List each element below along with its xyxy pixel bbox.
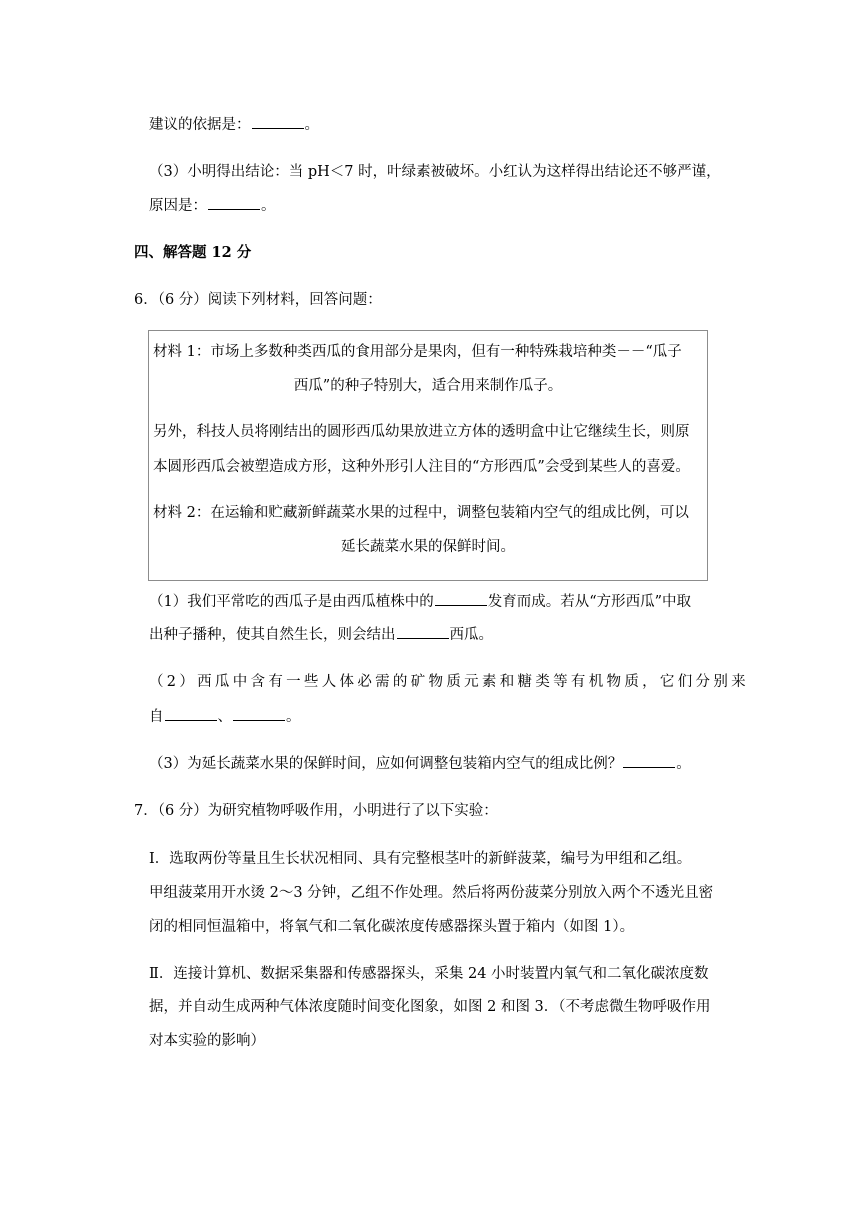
punctuation: 。 — [286, 709, 301, 725]
q6-p1-line1 — [149, 591, 691, 612]
q6-p3-line — [149, 753, 691, 774]
material1b-line1: 另外，科技人员将刚结出的圆形西瓜幼果放进立方体的透明盒中让它继续生长，则原 — [153, 424, 690, 440]
q5-part3-line2 — [149, 195, 276, 216]
q6-p3-text: （3）为延长蔬菜水果的保鲜时间，应如何调整包装箱内空气的组成比例？ — [149, 756, 623, 772]
material1b-line2: 本圆形西瓜会被塑造成方形，这种外形引人注目的“方形西瓜”会受到某些人的喜爱。 — [153, 459, 690, 475]
q7-step2-line3: 对本实验的影响） — [149, 1033, 265, 1049]
q6-p1-text: 发育而成。若从“方形西瓜”中取 — [487, 594, 692, 610]
material1-line2: 西瓜”的种子特别大，适合用来制作瓜子。 — [293, 378, 563, 394]
q7-stem: 7．（6 分）为研究植物呼吸作用，小明进行了以下实验： — [134, 803, 498, 819]
answer-blank[interactable] — [208, 195, 260, 210]
q7-step2-line1: Ⅱ．连接计算机、数据采集器和传感器探头，采集 24 小时装置内氧气和二氧化碳浓度数 — [149, 966, 709, 982]
q7-step1-line3: 闭的相同恒温箱中，将氧气和二氧化碳浓度传感器探头置于箱内（如图 1）。 — [149, 919, 635, 935]
q7-step1-line2: 甲组菠菜用开水烫 2～3 分钟，乙组不作处理。然后将两份菠菜分别放入两个不透光且密 — [149, 885, 714, 901]
material-box — [148, 330, 708, 581]
punctuation: 。 — [304, 117, 319, 133]
answer-blank[interactable] — [623, 753, 675, 768]
answer-blank[interactable] — [233, 706, 285, 721]
material2-line2: 延长蔬菜水果的保鲜时间。 — [341, 539, 515, 555]
q6-p2-line1: （2）西瓜中含有一些人体必需的矿物质元素和糖类等有机物质，它们分别来 — [149, 674, 749, 690]
q5-basis-line — [149, 114, 319, 135]
q6-stem: 6．（6 分）阅读下列材料，回答问题： — [134, 292, 382, 308]
material2-line1: 材料 2：在运输和贮藏新鲜蔬菜水果的过程中，调整包装箱内空气的组成比例，可以 — [153, 505, 689, 521]
answer-blank[interactable] — [397, 624, 449, 639]
answer-blank[interactable] — [435, 591, 487, 606]
section-title: 四、解答题 12 分 — [134, 244, 252, 261]
q6-p2-text: 自 — [149, 709, 164, 725]
q6-p2-line2 — [149, 706, 301, 727]
q6-p1-text: 出种子播种，使其自然生长，则会结出 — [149, 627, 396, 643]
answer-blank[interactable] — [165, 706, 217, 721]
q5-part3-reason-text: 原因是： — [149, 198, 207, 214]
punctuation: 。 — [676, 756, 691, 772]
q7-step2-line2: 据，并自动生成两种气体浓度随时间变化图象，如图 2 和图 3．（不考虑微生物呼吸作用 — [149, 999, 711, 1015]
material1-line1: 材料 1：市场上多数种类西瓜的食用部分是果肉，但有一种特殊栽培种类－－“瓜子 — [153, 344, 682, 360]
q5-basis-text: 建议的依据是： — [149, 117, 251, 133]
q6-p1-text: （1）我们平常吃的西瓜子是由西瓜植株中的 — [149, 594, 434, 610]
punctuation: 。 — [261, 198, 276, 214]
answer-blank[interactable] — [252, 114, 304, 129]
q5-part3-line1: （3）小明得出结论：当 pH＜7 时，叶绿素被破坏。小红认为这样得出结论还不够严谨， — [149, 164, 721, 180]
q6-p1-text: 西瓜。 — [449, 627, 493, 643]
q6-p1-line2 — [149, 624, 493, 645]
q7-step1-line1: Ⅰ．选取两份等量且生长状况相同、具有完整根茎叶的新鲜菠菜，编号为甲组和乙组。 — [149, 851, 692, 867]
punctuation: 、 — [217, 709, 232, 725]
